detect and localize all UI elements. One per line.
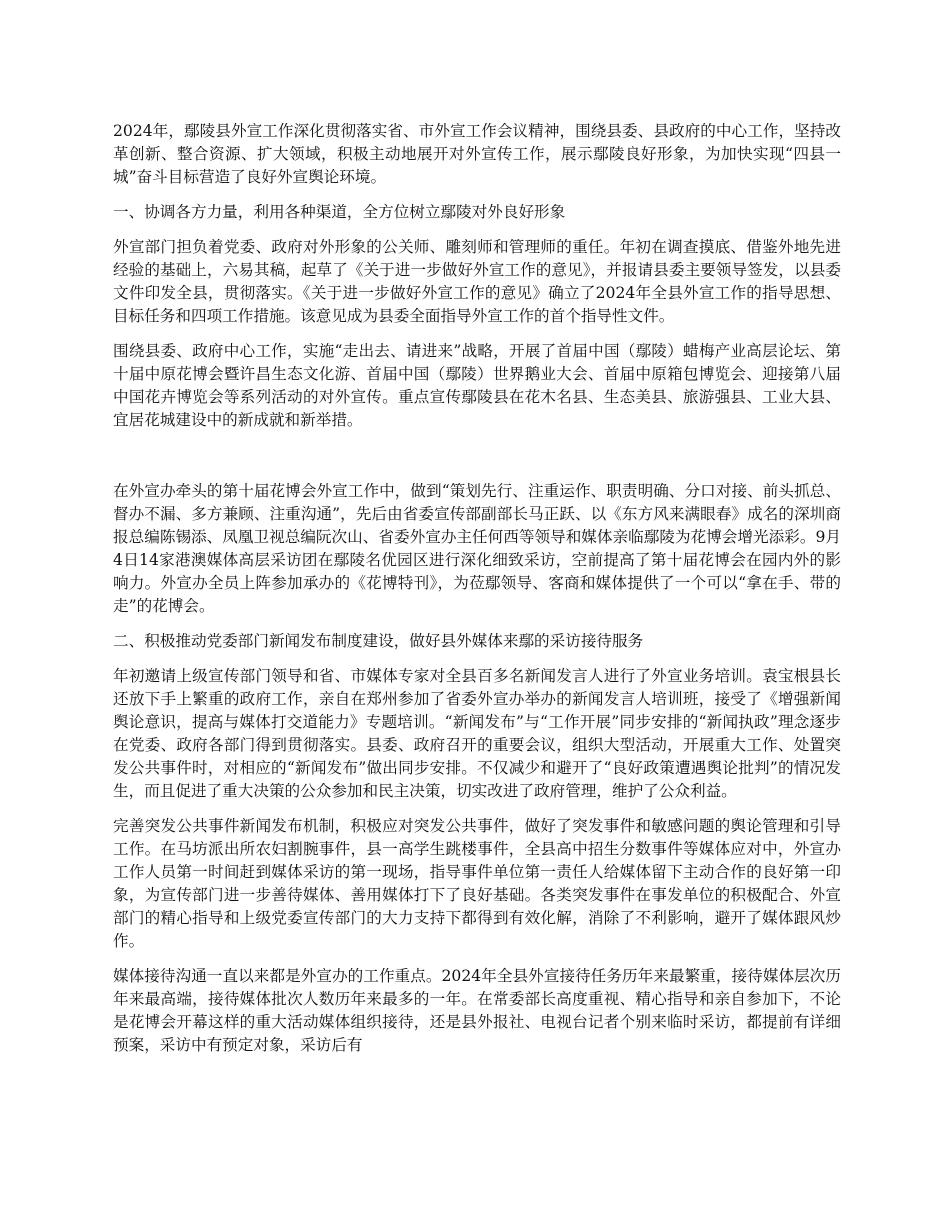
paragraph-go-out-invite-in: 围绕县委、政府中心工作，实施“走出去、请进来”战略，开展了首届中国（鄢陵）蜡梅产业高层论坛、第十届中原花博会暨许昌生态文化游、首届中国（鄢陵）世界鹅业大会、首届中原箱包博览会、迎接第八届中国花卉博览会等系列活动的对外宣传。重点宣传鄢陵县在花木名县、生态美县、旅游强县、工业大县、宜居花城建设中的新成就和新举措。	[113, 342, 841, 429]
section-heading-1: 一、协调各方力量，利用各种渠道，全方位树立鄢陵对外良好形象	[113, 203, 566, 221]
blank-gap	[113, 444, 841, 480]
paragraph-emergency-response: 完善突发公共事件新闻发布机制，积极应对突发公共事件，做好了突发事件和敏感问题的舆论管理和引导工作。在马坊派出所农妇割腕事件，县一高学生跳楼事件，全县高中招生分数事件等媒体应对中，外宣办工作人员第一时间赶到媒体采访的第一现场，指导事件单位第一责任人给媒体留下主动合作的良好第一印象，为宣传部门进一步善待媒体、善用媒体打下了良好基础。各类突发事件在事发单位的积极配合、外宣部门的精心指导和上级党委宣传部门的大力支持下都得到有效化解，消除了不利影响，避开了媒体跟风炒作。	[113, 817, 841, 950]
paragraph-foreign-publicity-guidelines: 外宣部门担负着党委、政府对外形象的公关师、雕刻师和管理师的重任。年初在调查摸底、借鉴外地先进经验的基础上，六易其稿，起草了《关于进一步做好外宣工作的意见》，并报请县委主要领导签发，以县委文件印发全县，贯彻落实。《关于进一步做好外宣工作的意见》确立了2024年全县外宣工作的指导思想、目标任务和四项工作措施。该意见成为县委全面指导外宣工作的首个指导性文件。	[113, 238, 841, 325]
document-body	[113, 120, 841, 1069]
paragraph-spokesperson-training: 年初邀请上级宣传部门领导和省、市媒体专家对全县百多名新闻发言人进行了外宣业务培训。袁宝根县长还放下手上繁重的政府工作，亲自在郑州参加了省委外宣办举办的新闻发言人培训班，接受了《增强新闻舆论意识，提高与媒体打交道能力》专题培训。“新闻发布”与“工作开展”同步安排的“新闻执政”理念逐步在党委、政府各部门得到贯彻落实。县委、政府召开的重要会议，组织大型活动，开展重大工作、处置突发公共事件时，对相应的“新闻发布”做出同步安排。不仅减少和避开了“良好政策遭遇舆论批判”的情况发生，而且促进了重大决策的公众参加和民主决策，切实改进了政府管理，维护了公众利益。	[113, 667, 841, 800]
paragraph-media-reception: 媒体接待沟通一直以来都是外宣办的工作重点。2024年全县外宣接待任务历年来最繁重，接待媒体层次历年来最高端，接待媒体批次人数历年来最多的一年。在常委部长高度重视、精心指导和亲自参加下，不论是花博会开幕这样的重大活动媒体组织接待，还是县外报社、电视台记者个别来临时采访，都提前有详细预案，采访中有预定对象，采访后有	[113, 967, 841, 1054]
paragraph-flower-expo: 在外宣办牵头的第十届花博会外宣工作中，做到“策划先行、注重运作、职责明确、分口对接、前头抓总、督办不漏、多方兼顾、注重沟通”，先后由省委宣传部副部长马正跃、以《东方风来满眼春》成名的深圳商报总编陈锡添、凤凰卫视总编阮次山、省委外宣办主任何西等领导和媒体亲临鄢陵为花博会增光添彩。9月4日14家港澳媒体高层采访团在鄢陵名优园区进行深化细致采访，空前提高了第十届花博会在园内外的影响力。外宣办全员上阵参加承办的《花博特刊》，为莅鄢领导、客商和媒体提供了一个可以“拿在手、带的走”的花博会。	[113, 482, 842, 615]
intro-paragraph: 2024年，鄢陵县外宣工作深化贯彻落实省、市外宣工作会议精神，围绕县委、县政府的中心工作，坚持改革创新、整合资源、扩大领域，积极主动地展开对外宣传工作，展示鄢陵良好形象，为加快实现“四县一城”奋斗目标营造了良好外宣舆论环境。	[113, 122, 841, 186]
section-heading-2: 二、积极推动党委部门新闻发布制度建设，做好县外媒体来鄢的采访接待服务	[113, 632, 644, 650]
